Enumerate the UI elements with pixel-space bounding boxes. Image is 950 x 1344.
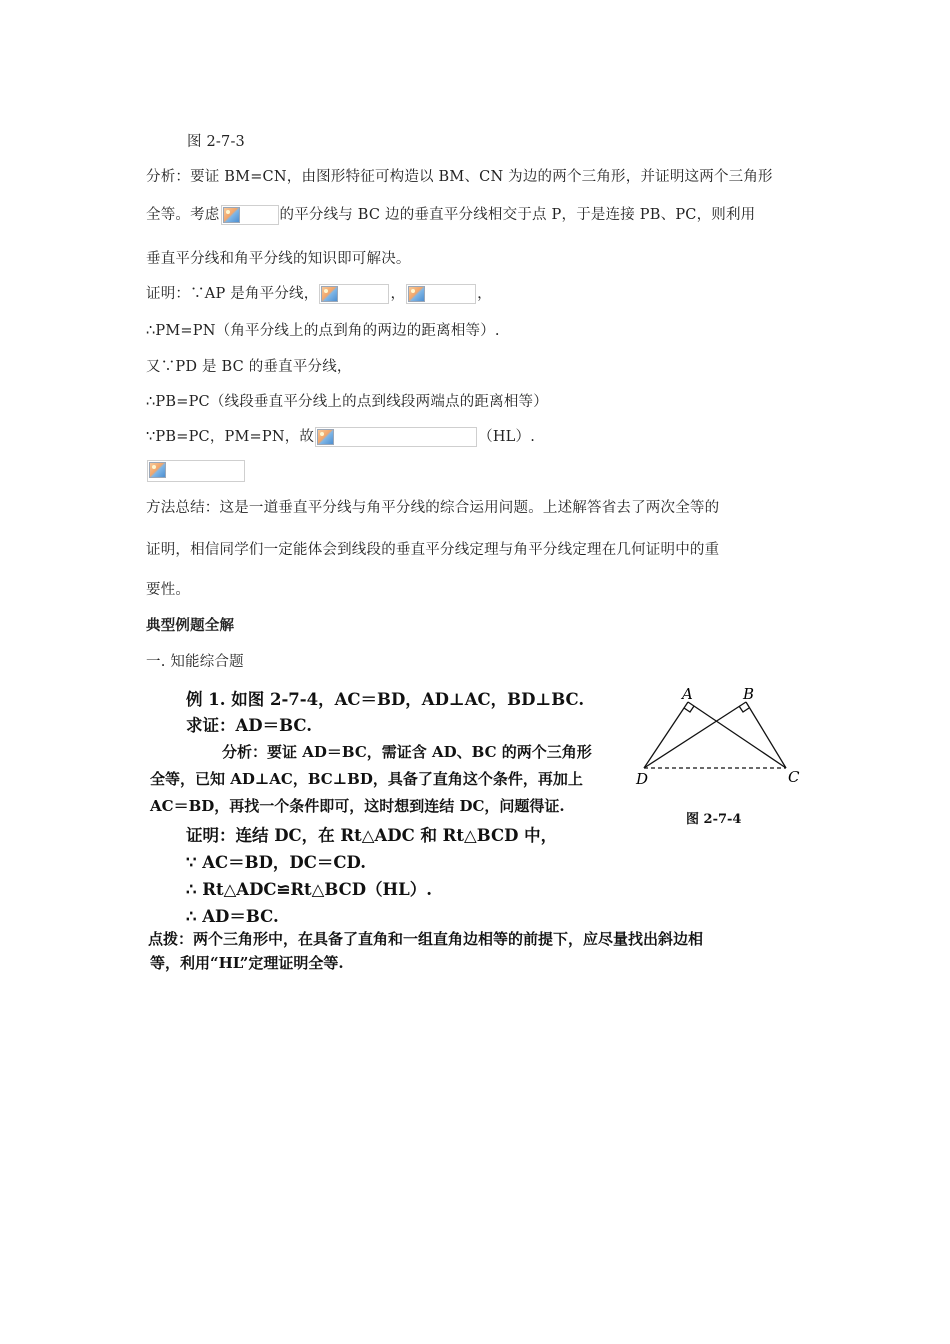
point-label-A: A <box>682 686 693 703</box>
geometry-figure-2-7-4 <box>632 686 802 796</box>
point-label-C: C <box>788 768 800 786</box>
analysis-line-1: 分析：要证 BM=CN，由图形特征可构造以 BM、CN 为边的两个三角形，并证明这两个三角形 <box>146 169 773 185</box>
figure-caption-2-7-4: 图 2-7-4 <box>686 812 742 827</box>
proof-line-1-end: ， <box>477 286 492 302</box>
broken-image-icon <box>315 427 477 447</box>
segment-AC <box>688 702 786 768</box>
example-line-2: 求证：AD＝BC. <box>186 716 312 735</box>
proof-line-1 <box>146 282 492 304</box>
example-tip-line-2: 等，利用“HL”定理证明全等. <box>150 954 344 972</box>
summary-line-1: 方法总结：这是一道垂直平分线与角平分线的综合运用问题。上述解答省去了两次全等的 <box>146 500 720 516</box>
proof-line-5-text: ∵PB=PC，PM=PN，故 <box>146 429 315 445</box>
point-label-B: B <box>743 686 755 703</box>
broken-image-icon <box>147 460 245 482</box>
broken-image-icon <box>221 205 279 225</box>
figure-caption-2-7-3: 图 2-7-3 <box>187 134 245 150</box>
segment-DB <box>644 702 746 768</box>
proof-separator: ， <box>390 286 406 302</box>
broken-image-icon <box>319 284 389 304</box>
right-angle-mark-B <box>739 706 749 712</box>
example-line-8: ∴ Rt△ADC≌Rt△BCD（HL）. <box>186 880 432 899</box>
analysis-line-2-end: 的平分线与 BC 边的垂直平分线相交于点 P，于是连接 PB、PC，则利用 <box>279 207 756 223</box>
analysis-line-3: 垂直平分线和角平分线的知识即可解决。 <box>146 251 411 267</box>
section-title: 典型例题全解 <box>146 617 235 634</box>
example-tip-line-1: 点拨：两个三角形中，在具备了直角和一组直角边相等的前提下，应尽量找出斜边相 <box>148 930 704 948</box>
proof-line-5-end: （HL）. <box>478 429 536 445</box>
proof-line-4: ∴PB=PC（线段垂直平分线上的点到线段两端点的距离相等） <box>146 394 548 410</box>
example-line-4: 全等，已知 AD⊥AC，BC⊥BD，具备了直角这个条件，再加上 <box>150 770 583 788</box>
summary-line-3: 要性。 <box>146 582 191 598</box>
segment-BC <box>746 702 786 768</box>
proof-line-5 <box>146 425 535 447</box>
example-line-9: ∴ AD＝BC. <box>186 907 279 926</box>
example-line-3: 分析：要证 AD＝BC，需证含 AD、BC 的两个三角形 <box>222 743 592 761</box>
example-line-1: 例 1. 如图 2-7-4，AC＝BD，AD⊥AC，BD⊥BC. <box>186 690 585 709</box>
point-label-D: D <box>636 770 649 788</box>
subsection-title: 一. 知能综合题 <box>146 654 244 670</box>
example-line-5: AC＝BD，再找一个条件即可，这时想到连结 DC，问题得证. <box>150 797 565 815</box>
analysis-line-2-start: 全等。考虑 <box>146 207 220 223</box>
proof-line-2: ∴PM=PN（角平分线上的点到角的两边的距离相等）. <box>146 323 500 339</box>
broken-image-icon <box>406 284 476 304</box>
proof-line-3: 又∵PD 是 BC 的垂直平分线， <box>146 359 352 375</box>
analysis-line-2 <box>146 203 755 225</box>
summary-line-2: 证明，相信同学们一定能体会到线段的垂直平分线定理与角平分线定理在几何证明中的重 <box>146 542 720 558</box>
proof-line-6 <box>146 460 246 482</box>
segment-DA <box>644 702 688 768</box>
proof-line-1-text: 证明：∵AP 是角平分线， <box>146 286 319 302</box>
example-line-7: ∵ AC＝BD，DC＝CD. <box>186 853 366 872</box>
example-line-6: 证明：连结 DC，在 Rt△ADC 和 Rt△BCD 中， <box>186 826 558 845</box>
